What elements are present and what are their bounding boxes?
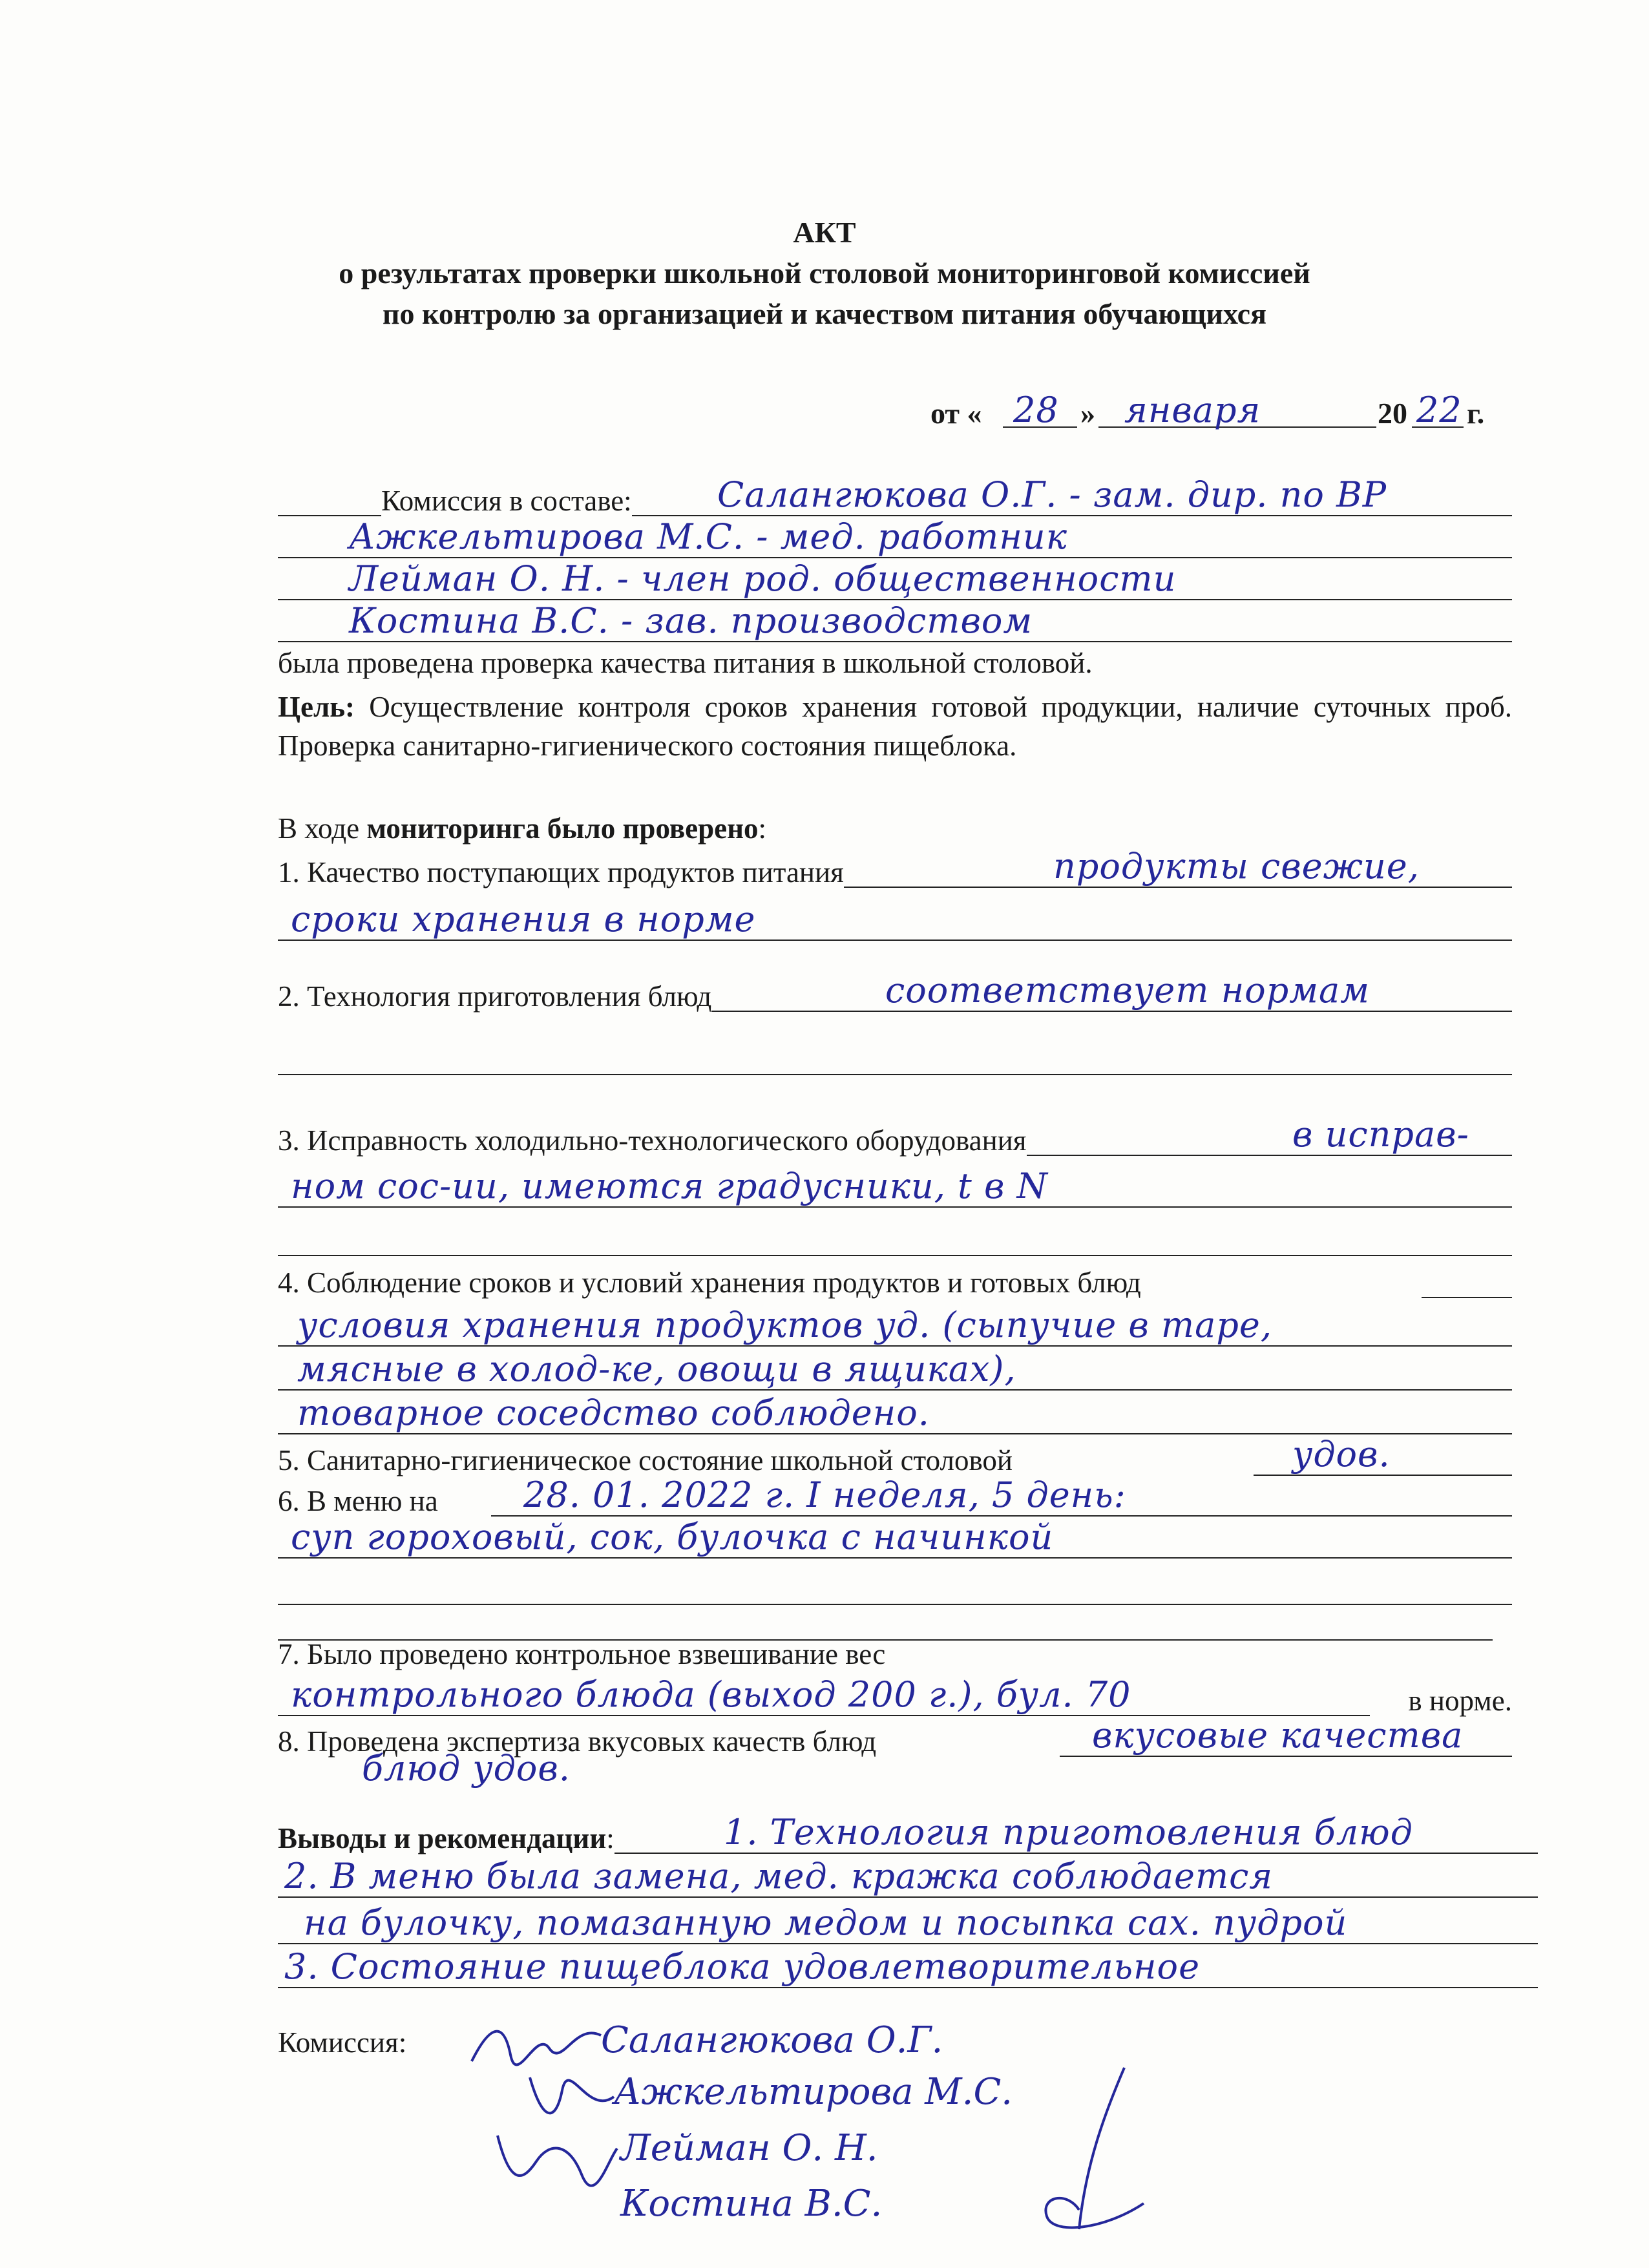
item-3-answer-2: ном сос-ии, имеются градусники, t в N <box>291 1166 1048 1206</box>
goal-paragraph <box>278 688 1512 765</box>
item-4-row-4 <box>278 1393 1512 1438</box>
goal-label: Цель: <box>278 691 355 723</box>
item-3-row-3 <box>278 1215 1512 1260</box>
item-4-row-2 <box>278 1305 1512 1350</box>
commission-row-3 <box>278 559 1512 604</box>
item-5-label: 5. Санитарно-гигиеническое состояние школьной столовой <box>278 1444 1013 1476</box>
item-3-row-2 <box>278 1166 1512 1212</box>
item-8-answer-2: блюд удов. <box>362 1748 571 1789</box>
item-5-row <box>278 1434 1512 1480</box>
item-1-answer-2: сроки хранения в норме <box>291 899 756 940</box>
commission-member-1: Салангюкова О.Г. - зам. дир. по ВР <box>717 474 1387 515</box>
item-4-answer-2: мясные в холод-ке, овощи в ящиках), <box>297 1349 1016 1389</box>
document-subtitle-line-2: по контролю за организацией и качеством питания обучающихся <box>383 297 1266 330</box>
item-3-answer-1: в исправ- <box>1292 1114 1469 1155</box>
item-3-row-1 <box>278 1115 1512 1160</box>
document-subtitle-line-1: о результатах проверки школьной столовой мониторинговой комиссией <box>339 257 1310 289</box>
item-2-answer-1: соответствует нормам <box>885 970 1370 1011</box>
intro-text: была проведена проверка качества питания в школьной столовой. <box>278 647 1093 679</box>
commission-member-2: Ажкельтирова М.С. - мед. работник <box>349 516 1067 557</box>
item-6-answer-1: 28. 01. 2022 г. I неделя, 5 день: <box>523 1475 1126 1515</box>
conclusions-line-2: 2. В меню была замена, мед. кражка соблюдается <box>284 1856 1274 1896</box>
signature-scribble-3 <box>491 2123 620 2194</box>
item-6-label: 6. В меню на <box>278 1485 438 1517</box>
item-4-row-1 <box>278 1257 1512 1302</box>
goal-text: Осуществление контроля сроков хранения готовой продукции, наличие суточных проб. Проверка санитарно-гигиенического состояния пищеблока. <box>278 691 1513 762</box>
item-8-row-2 <box>278 1748 1512 1798</box>
commission-member-3: Лейман О. Н. - член род. общественности <box>349 558 1177 599</box>
item-8-answer-1: вкусовые качества <box>1092 1715 1464 1756</box>
item-8-label: 8. Проведена экспертиза вкусовых качеств блюд <box>278 1725 877 1758</box>
item-7-after: в норме. <box>1408 1685 1512 1717</box>
conclusions-line-4: 3. Состояние пищеблока удовлетворительное <box>284 1946 1201 1987</box>
signature-scribble-4 <box>1027 2061 1157 2242</box>
signature-name-4: Костина В.С. <box>620 2183 883 2225</box>
date-day: 28 <box>1013 390 1059 430</box>
commission-row-2 <box>278 517 1512 562</box>
date-year-suffix: 22 <box>1416 390 1462 430</box>
item-1-answer-1: продукты свежие, <box>1053 846 1420 887</box>
item-7-label: 7. Было проведено контрольное взвешивание вес <box>278 1638 886 1670</box>
conclusions-line-1: 1. Технология приготовления блюд <box>724 1812 1413 1853</box>
commission-member-4: Костина В.С. - зав. производством <box>349 600 1033 641</box>
signatures-label: Комиссия: <box>278 2026 407 2059</box>
date-prefix: от « <box>930 397 982 430</box>
date-year-prefix: 20 <box>1378 397 1407 430</box>
conclusions-line-3: на булочку, помазанную медом и посыпка сах. пудрой <box>304 1902 1348 1943</box>
document-title: АКТ <box>793 216 856 249</box>
item-6-row-2 <box>278 1517 1512 1562</box>
checked-heading: В ходе мониторинга было проверено: <box>278 812 767 845</box>
item-1-label: 1. Качество поступающих продуктов питания <box>278 856 844 888</box>
conclusions-row-4 <box>278 1947 1538 1992</box>
item-6-answer-2: суп гороховый, сок, булочка с начинкой <box>291 1517 1054 1557</box>
conclusions-label: Выводы и рекомендации: <box>278 1822 614 1854</box>
conclusions-row-1 <box>278 1812 1538 1858</box>
date-year-end: г. <box>1467 397 1485 430</box>
commission-row-1 <box>278 475 1512 520</box>
signature-name-1: Салангюкова О.Г. <box>601 2019 943 2061</box>
signature-name-2: Ажкельтирова М.С. <box>614 2071 1013 2113</box>
item-3-label: 3. Исправность холодильно-технологического оборудования <box>278 1124 1027 1157</box>
item-7-row <box>278 1675 1512 1720</box>
commission-row-4 <box>278 601 1512 646</box>
conclusions-row-2 <box>278 1856 1538 1902</box>
item-4-answer-3: товарное соседство соблюдено. <box>297 1392 930 1433</box>
item-2-label: 2. Технология приготовления блюд <box>278 980 712 1013</box>
item-4-answer-1: условия хранения продуктов уд. (сыпучие в таре, <box>297 1305 1273 1345</box>
signature-name-3: Лейман О. Н. <box>620 2127 878 2169</box>
item-6-row-1 <box>278 1475 1512 1520</box>
item-4-label: 4. Соблюдение сроков и условий хранения продуктов и готовых блюд <box>278 1266 1141 1299</box>
item-2-row-2 <box>278 1034 1512 1079</box>
item-7-answer: контрольного блюда (выход 200 г.), бул. 70 <box>291 1674 1131 1715</box>
item-1-row-1 <box>278 846 1512 892</box>
item-4-row-3 <box>278 1349 1512 1394</box>
commission-label: Комиссия в составе: <box>381 485 632 517</box>
item-5-answer: удов. <box>1292 1434 1391 1475</box>
item-2-row-1 <box>278 971 1512 1016</box>
item-1-row-2 <box>278 899 1512 945</box>
date-mid: » <box>1080 397 1095 430</box>
conclusions-row-3 <box>278 1903 1538 1948</box>
date-month: января <box>1124 390 1261 430</box>
date-row <box>930 388 1512 433</box>
